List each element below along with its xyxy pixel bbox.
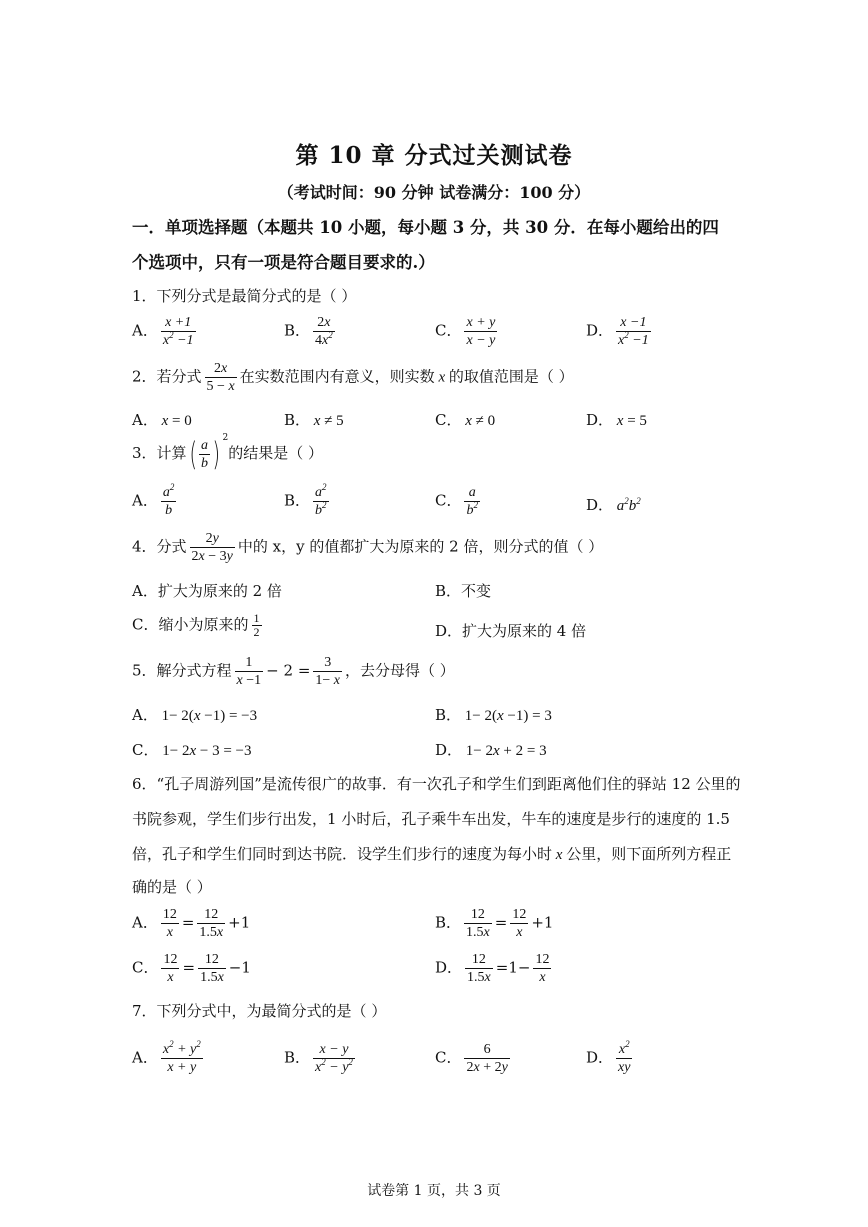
question-3-stem: 3．计算( $\frac{a}{b}$ ) $^2$的结果是（ ）: [132, 433, 324, 473]
question-2-option-a: A． x = 0: [132, 411, 192, 429]
page-footer: 试卷第 1 页，共 3 页: [367, 1183, 501, 1199]
section-heading-line1: 一．单项选择题（本题共 10 小题，每小题 3 分，共 30 分．在每小题给出的四: [132, 218, 719, 237]
question-3-option-b: B． $\frac{a^2}{b^2}$: [284, 482, 327, 518]
question-7-option-a: A． $\frac{x^2 + y^2}{x + y}$: [132, 1039, 201, 1075]
question-5-stem: 5．解分式方程 $\frac{1}{x -1}$ − 2 = $\frac{3}{1- x}$ ，去分母得（ ）: [132, 655, 455, 688]
question-4-option-d: D．扩大为原来的 4 倍: [435, 622, 587, 640]
question-6-line1: 6．“孔子周游列国”是流传很广的故事．有一次孔子和学生们到距离他们住的驿站 12 公里的: [132, 775, 741, 793]
question-6-line3: 倍，孔子和学生们同时到达书院．设学生们步行的速度为每小时 x 公里，则下面所列方程正: [132, 845, 732, 863]
question-6-option-a: A． $\frac{12}{x}$ = $\frac{12}{1.5x}$ +1: [132, 907, 251, 940]
question-1-option-d: D． $\frac{x -1}{x^2 -1}$: [586, 315, 649, 348]
question-5-option-a: A． 1− 2(x −1) = −3: [132, 706, 258, 724]
question-2-option-b: B． x ≠ 5: [284, 411, 344, 429]
question-7-stem: 7．下列分式中，为最简分式的是（ ）: [132, 1002, 387, 1020]
question-4-stem: 4．分式 $\frac{2y}{2x - 3y}$ 中的 x，y 的值都扩大为原来的 2 倍，则分式的值（ ）: [132, 531, 604, 564]
question-6-line2: 书院参观，学生们步行出发，1 小时后，孔子乘牛车出发，牛车的速度是步行的速度的 1.5: [132, 810, 730, 828]
section-heading-line2: 个选项中，只有一项是符合题目要求的.）: [132, 253, 435, 272]
question-5-option-c: C． 1− 2x − 3 = −3: [132, 741, 252, 759]
question-4-option-c: C．缩小为原来的 $\frac{1}{2}$: [132, 611, 260, 639]
question-6-option-b: B． $\frac{12}{1.5x}$ = $\frac{12}{x}$ +1: [435, 907, 554, 940]
question-2-option-d: D． x = 5: [586, 411, 647, 429]
question-6-option-d: D． $\frac{12}{1.5x}$ =1− $\frac{12}{x}$: [435, 952, 550, 985]
question-2-stem: 2．若分式 $\frac{2x}{5 - x}$ 在实数范围内有意义，则实数 x 的取值范围是（ ）: [132, 361, 574, 394]
question-3-option-a: A． $\frac{a^2}{b}$: [132, 482, 175, 518]
question-7-option-b: B． $\frac{x - y}{x^2 - y^2}$: [284, 1042, 353, 1075]
page-title: 第 10 章 分式过关测试卷: [295, 142, 573, 169]
exam-info: （考试时间：90 分钟 试卷满分：100 分）: [277, 183, 591, 202]
question-1-option-a: A． $\frac{x +1}{x^2 -1}$: [132, 315, 194, 348]
question-4-option-b: B．不变: [435, 582, 492, 600]
question-4-option-a: A．扩大为原来的 2 倍: [132, 582, 282, 600]
question-1-option-b: B． $\frac{2x}{4x^2}$: [284, 315, 333, 348]
question-7-option-d: D． $\frac{x^2}{xy}$: [586, 1039, 631, 1075]
question-1-stem: 1．下列分式是最简分式的是（ ）: [132, 287, 357, 305]
question-1-option-c: C． $\frac{x + y}{x - y}$: [435, 315, 496, 348]
question-2-option-c: C． x ≠ 0: [435, 411, 496, 429]
question-3-option-c: C． $\frac{a}{b^2}$: [435, 485, 478, 518]
question-5-option-b: B． 1− 2(x −1) = 3: [435, 706, 552, 724]
question-6-line4: 确的是（ ）: [132, 878, 212, 896]
question-6-option-c: C． $\frac{12}{x}$ = $\frac{12}{1.5x}$ −1: [132, 952, 251, 985]
question-5-option-d: D． 1− 2x + 2 = 3: [435, 741, 547, 759]
question-3-option-d: D． $a^2b^2$: [586, 496, 641, 514]
question-7-option-c: C． $\frac{6}{2x + 2y}$: [435, 1042, 508, 1075]
